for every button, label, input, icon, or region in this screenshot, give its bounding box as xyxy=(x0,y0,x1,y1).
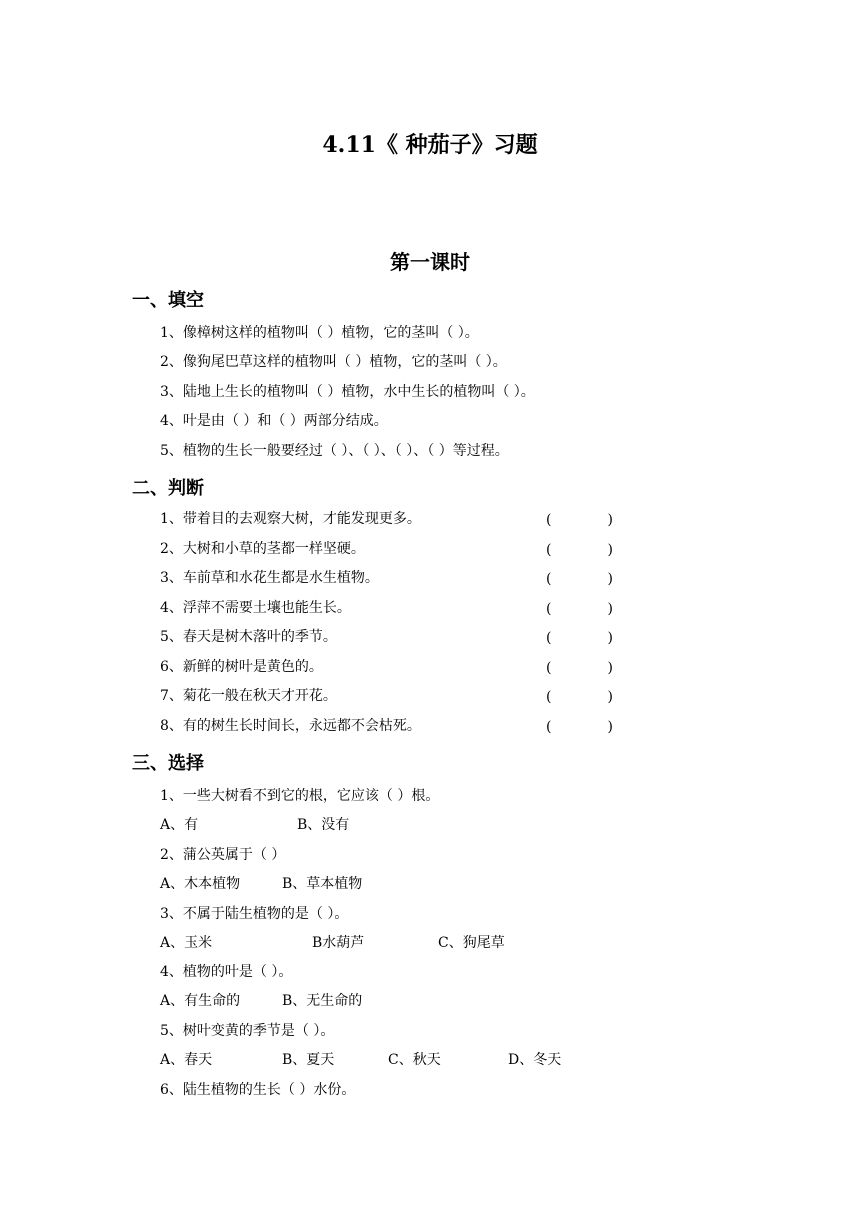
choice-option: D、冬天 xyxy=(508,1052,562,1068)
fill-item: 3、陆地上生长的植物叫（ ）植物，水中生长的植物叫（ ）。 xyxy=(160,384,535,400)
choice-option: C、秋天 xyxy=(388,1052,441,1068)
choice-option: A、有 xyxy=(160,817,199,833)
judge-item: 6、新鲜的树叶是黄色的。 xyxy=(160,659,323,675)
answer-blank: ( ) xyxy=(546,601,613,617)
judge-item: 2、大树和小草的茎都一样坚硬。 xyxy=(160,541,365,557)
lesson-subtitle: 第一课时 xyxy=(390,250,470,274)
answer-blank: ( ) xyxy=(546,660,613,676)
judge-item: 8、有的树生长时间长，永远都不会枯死。 xyxy=(160,718,421,734)
choice-stem: 5、树叶变黄的季节是（ ）。 xyxy=(160,1023,335,1039)
section-heading-choice: 三、选择 xyxy=(132,753,204,774)
page-title: 4.11《 种茄子》习题 xyxy=(322,132,538,158)
answer-blank: ( ) xyxy=(546,719,613,735)
fill-item: 1、像樟树这样的植物叫（ ）植物，它的茎叫（ ）。 xyxy=(160,325,479,341)
choice-option: A、有生命的 xyxy=(160,993,241,1009)
judge-item: 5、春天是树木落叶的季节。 xyxy=(160,629,337,645)
answer-blank: ( ) xyxy=(546,630,613,646)
choice-stem: 3、不属于陆生植物的是（ ）。 xyxy=(160,906,349,922)
choice-option: A、春天 xyxy=(160,1052,213,1068)
answer-blank: ( ) xyxy=(546,571,613,587)
choice-stem: 2、蒲公英属于（ ） xyxy=(160,847,286,863)
choice-stem: 4、植物的叶是（ ）。 xyxy=(160,964,293,980)
fill-item: 4、叶是由（ ）和（ ）两部分结成。 xyxy=(160,413,388,429)
section-heading-fill: 一、填空 xyxy=(132,290,204,311)
choice-option: B、无生命的 xyxy=(282,993,363,1009)
choice-option: A、木本植物 xyxy=(160,876,241,892)
answer-blank: ( ) xyxy=(546,542,613,558)
answer-blank: ( ) xyxy=(546,512,613,528)
judge-item: 4、浮萍不需要土壤也能生长。 xyxy=(160,600,351,616)
choice-option: B、没有 xyxy=(297,817,350,833)
choice-option: B、夏天 xyxy=(282,1052,335,1068)
choice-option: A、玉米 xyxy=(160,935,213,951)
choice-option: B水葫芦 xyxy=(312,935,365,951)
choice-option: B、草本植物 xyxy=(282,876,363,892)
answer-blank: ( ) xyxy=(546,689,613,705)
judge-item: 7、菊花一般在秋天才开花。 xyxy=(160,688,337,704)
choice-stem: 1、一些大树看不到它的根，它应该（ ）根。 xyxy=(160,788,440,804)
choice-stem: 6、陆生植物的生长（ ）水份。 xyxy=(160,1082,356,1098)
fill-item: 5、植物的生长一般要经过（ ）、（ ）、（ ）、（ ）等过程。 xyxy=(160,443,509,459)
section-heading-judge: 二、判断 xyxy=(132,478,204,499)
fill-item: 2、像狗尾巴草这样的植物叫（ ）植物，它的茎叫（ ）。 xyxy=(160,354,507,370)
judge-item: 1、带着目的去观察大树，才能发现更多。 xyxy=(160,511,421,527)
judge-item: 3、车前草和水花生都是水生植物。 xyxy=(160,570,379,586)
choice-option: C、狗尾草 xyxy=(438,935,505,951)
